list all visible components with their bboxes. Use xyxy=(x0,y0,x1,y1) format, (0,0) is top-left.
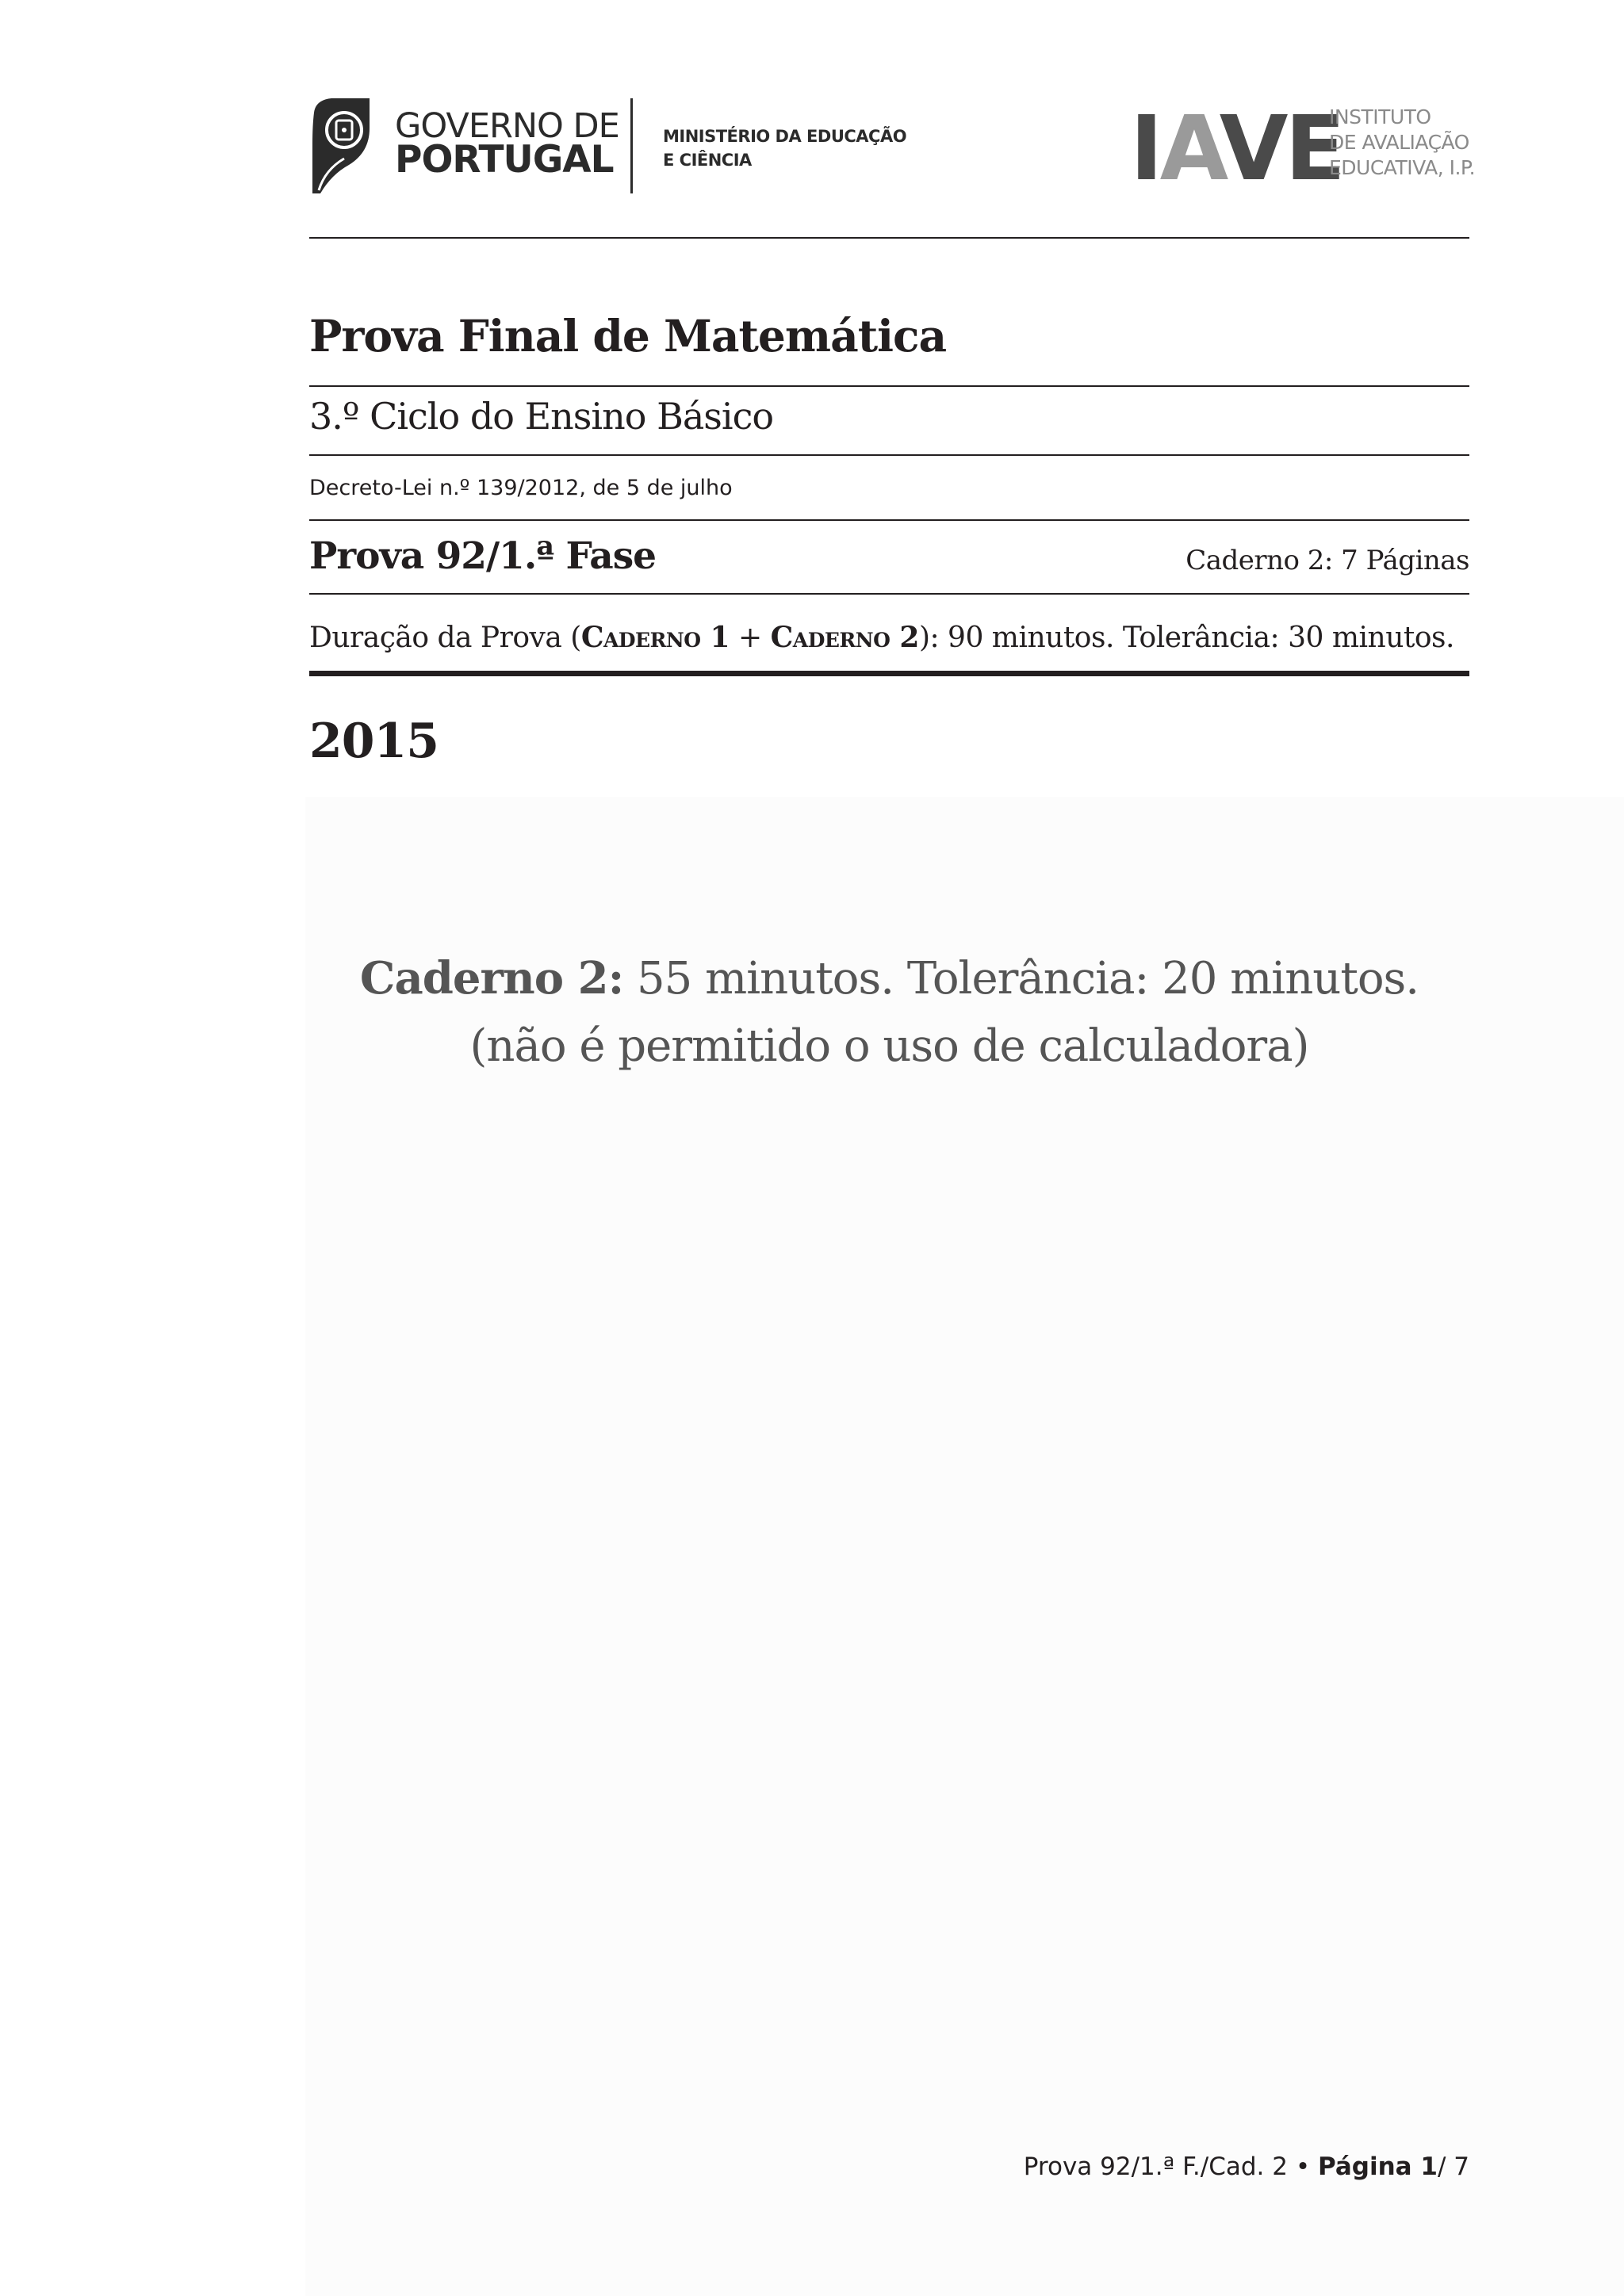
exam-duration xyxy=(309,623,1454,652)
portugal-shield-logo-icon xyxy=(308,97,371,195)
iave-letter-i: I xyxy=(1130,98,1160,201)
ministry-name xyxy=(663,124,906,172)
iave-line1: INSTITUTO xyxy=(1329,105,1431,128)
booklet-2-label: Caderno 2 xyxy=(770,621,919,654)
booklet-time-notice xyxy=(309,944,1469,1013)
booklet-page-count: Caderno 2: 7 Páginas xyxy=(1185,545,1469,576)
gov-name-line1: GOVERNO DE xyxy=(395,106,619,146)
footer-page-label: Página 1 xyxy=(1317,2152,1438,2181)
decree-rule xyxy=(309,519,1469,521)
iave-line2: DE AVALIAÇÃO xyxy=(1329,131,1469,154)
footer-page-total: / 7 xyxy=(1437,2152,1469,2181)
footer-prefix: Prova 92/1.ª F./Cad. 2 • xyxy=(1023,2152,1318,2181)
iave-logo xyxy=(1130,98,1342,201)
booklet-time-value: 55 minutos. Tolerância: 20 minutos. xyxy=(623,953,1419,1004)
cycle-rule xyxy=(309,454,1469,456)
gov-name-line2: PORTUGAL xyxy=(395,138,614,182)
duration-prefix: Duração da Prova ( xyxy=(309,622,581,654)
duration-suffix: ): 90 minutos. Tolerância: 30 minutos. xyxy=(918,622,1454,654)
calculator-notice: (não é permitido o uso de calculadora) xyxy=(469,1020,1309,1072)
exam-code-rule xyxy=(309,593,1469,595)
exam-code: Prova 92/1.ª Fase xyxy=(309,534,657,578)
iave-letter-a: A xyxy=(1159,98,1220,201)
exam-title: Prova Final de Matemática xyxy=(309,310,947,362)
booklet-1-label: Caderno 1 xyxy=(580,621,730,654)
decree-reference: Decreto-Lei n.º 139/2012, de 5 de julho xyxy=(309,476,733,500)
header-divider xyxy=(630,98,633,193)
title-rule xyxy=(309,385,1469,387)
duration-plus: + xyxy=(730,622,771,654)
booklet-time-label: Caderno 2: xyxy=(359,952,624,1004)
ministry-line2: E CIÊNCIA xyxy=(663,151,752,170)
ministry-line1: MINISTÉRIO DA EDUCAÇÃO xyxy=(663,127,907,146)
exam-year: 2015 xyxy=(309,714,439,769)
duration-thick-rule xyxy=(309,671,1469,676)
page-footer xyxy=(1023,2152,1469,2181)
exam-cycle: 3.º Ciclo do Ensino Básico xyxy=(309,395,774,438)
iave-letters-ve: VE xyxy=(1219,98,1342,201)
iave-line3: EDUCATIVA, I.P. xyxy=(1329,156,1476,179)
header-rule xyxy=(309,237,1469,239)
iave-name xyxy=(1329,105,1475,181)
